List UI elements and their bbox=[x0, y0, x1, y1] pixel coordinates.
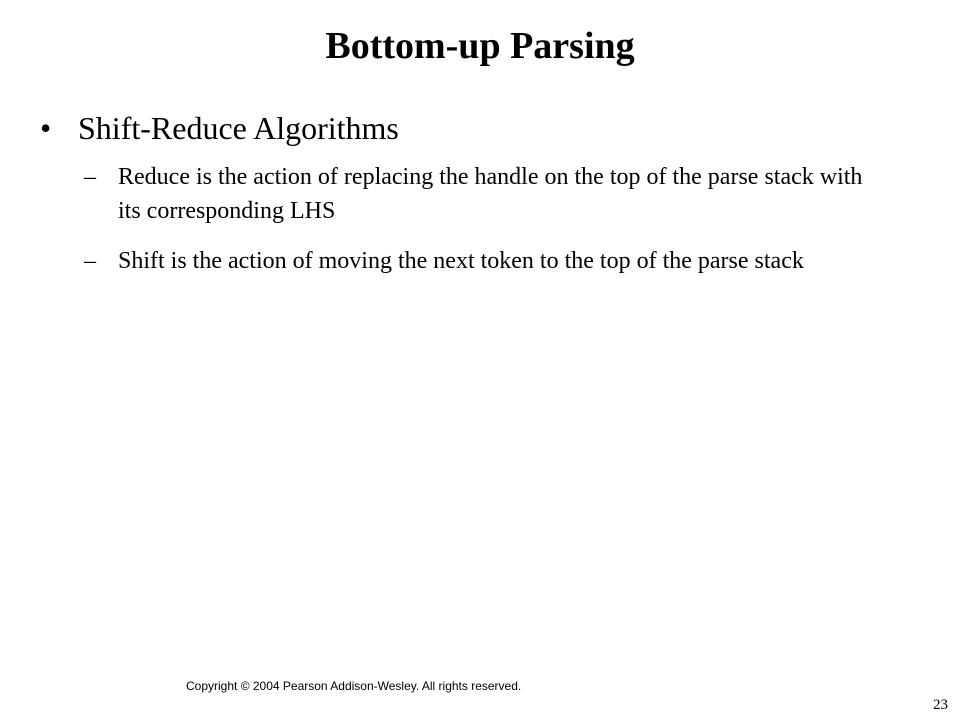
slide-title: Bottom-up Parsing bbox=[325, 25, 635, 67]
bullet-item bbox=[40, 108, 920, 148]
sub-bullet-text: Shift is the action of moving the next token to the top of the parse stack bbox=[118, 248, 804, 274]
bullet-text: Shift-Reduce Algorithms bbox=[78, 110, 399, 146]
sub-bullet-text: Reduce is the action of replacing the handle on the top of the parse stack with its corresponding LHS bbox=[118, 164, 863, 224]
sub-bullet-shift bbox=[84, 244, 884, 278]
sub-bullet-marker: – bbox=[84, 164, 96, 190]
sub-bullet-marker: – bbox=[84, 248, 96, 274]
bullet-marker: • bbox=[40, 110, 52, 146]
page-number: 23 bbox=[933, 697, 948, 713]
copyright-footer: Copyright © 2004 Pearson Addison-Wesley. All rights reserved. bbox=[186, 679, 522, 693]
sub-bullet-reduce bbox=[84, 160, 884, 228]
